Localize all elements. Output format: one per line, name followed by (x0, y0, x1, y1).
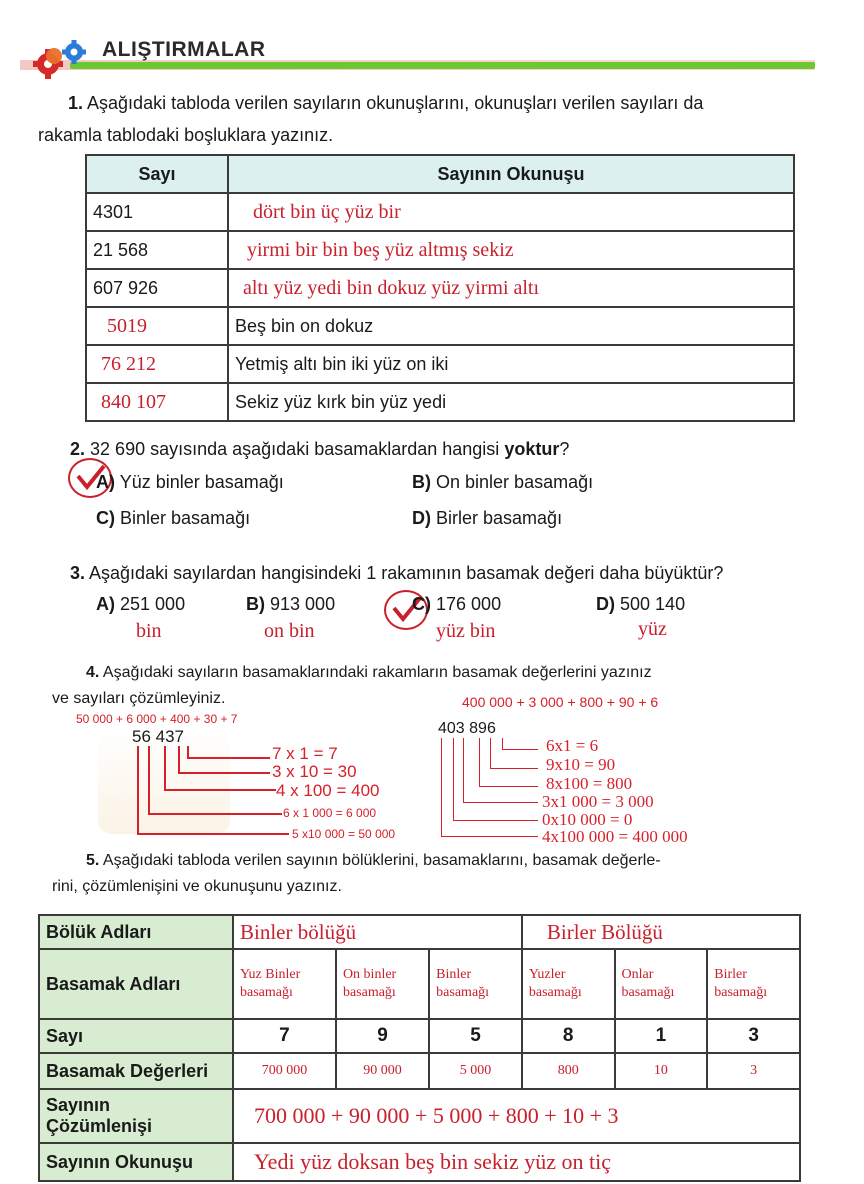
cell-value[interactable]: 800 (522, 1053, 615, 1089)
cell-reading[interactable] (228, 193, 794, 231)
left-expansion: 50 000 + 6 000 + 400 + 30 + 7 (76, 712, 238, 726)
handwritten-answer: 840 107 (101, 390, 166, 413)
option-letter: D) (412, 508, 431, 528)
q2-text: 32 690 sayısında aşağıdaki basamaklardan hangisi (90, 439, 500, 459)
header-green-bar (70, 62, 815, 69)
table-row (86, 231, 794, 269)
cell-place[interactable] (707, 949, 800, 1019)
q3-option-a[interactable] (96, 594, 185, 615)
q3-prompt (70, 558, 723, 588)
q5-text-1: Aşağıdaki tabloda verilen sayının bölüklerini, basamaklarını, basamak değerle- (102, 852, 661, 869)
q5-table (38, 914, 801, 1182)
option-letter: A) (96, 472, 115, 492)
q4-prompt-line1 (86, 664, 652, 682)
q2-prompt (70, 434, 569, 464)
option-text: Yüz binler basamağı (119, 472, 284, 492)
option-text: Binler basamağı (120, 508, 251, 528)
cell-place[interactable] (522, 949, 615, 1019)
cell-digit: 7 (233, 1019, 336, 1053)
option-letter: A) (96, 594, 115, 614)
q3-option-c[interactable] (412, 594, 501, 615)
cell-place[interactable] (336, 949, 429, 1019)
group-name: Binler bölüğü (240, 919, 357, 944)
cell-reading: Yetmiş altı bin iki yüz on iki (228, 345, 794, 383)
right-value-5: 0x10 000 = 0 (542, 810, 633, 829)
cell-reading: Sekiz yüz kırk bin yüz yedi (228, 383, 794, 421)
cell-number[interactable] (86, 383, 228, 421)
cell-reading[interactable] (228, 269, 794, 307)
cell-expansion[interactable]: 700 000 + 90 000 + 5 000 + 800 + 10 + 3 (233, 1089, 800, 1143)
q4-number: 4. (86, 664, 100, 681)
q2-bold-word: yoktur (504, 439, 560, 459)
table-row (86, 193, 794, 231)
q3-option-b[interactable] (246, 594, 335, 615)
q2-option-d[interactable] (412, 508, 562, 529)
table-row (86, 307, 794, 345)
option-text: Birler basamağı (436, 508, 563, 528)
row-label-okunus: Sayının Okunuşu (39, 1143, 233, 1181)
handwritten-answer: dört bin üç yüz bir (253, 200, 401, 223)
q2-option-c[interactable] (96, 508, 250, 529)
cell-number: 607 926 (86, 269, 228, 307)
place-name: Birler (714, 967, 747, 982)
cell-value[interactable]: 10 (615, 1053, 708, 1089)
option-text: On binler basamağı (436, 472, 594, 492)
cell-place[interactable] (615, 949, 708, 1019)
right-value-4: 3x1 000 = 3 000 (542, 792, 654, 811)
left-value-2: 3 x 10 = 30 (272, 762, 357, 781)
row-label-basamak: Basamak Adları (39, 949, 233, 1019)
cell-reading[interactable] (228, 231, 794, 269)
right-value-3: 8x100 = 800 (546, 774, 633, 793)
option-letter: B) (246, 594, 265, 614)
right-number: 403 896 (438, 720, 496, 737)
handwritten-answer: 76 212 (101, 352, 156, 375)
row-label-cozumlenis (39, 1089, 233, 1143)
option-letter: C) (412, 594, 431, 614)
q2-option-b[interactable] (412, 472, 593, 493)
place-suffix: basamağı (436, 985, 490, 1000)
q5-prompt-line2: rini, çözümlenişini ve okunuşunu yazınız. (52, 878, 342, 895)
row-label-degerler: Basamak Değerleri (39, 1053, 233, 1089)
section-title: ALIŞTIRMALAR (102, 38, 266, 61)
cell-digit: 5 (429, 1019, 522, 1053)
q3-note-d: yüz (638, 618, 667, 640)
left-value-1: 7 x 1 = 7 (272, 744, 338, 763)
cell-digit: 1 (615, 1019, 708, 1053)
place-suffix: basamağı (528, 985, 582, 1000)
cell-reading: Beş bin on dokuz (228, 307, 794, 345)
place-name: Binler (436, 967, 472, 982)
cell-number: 21 568 (86, 231, 228, 269)
right-value-2: 9x10 = 90 (546, 755, 616, 774)
option-text: 251 000 (120, 594, 186, 614)
q1-number: 1. (68, 93, 84, 113)
cell-number[interactable] (86, 345, 228, 383)
place-suffix: basamağı (240, 985, 293, 1000)
q4-text-1: Aşağıdaki sayıların basamaklarındaki rakamların basamak değerlerini yazınız (102, 664, 652, 681)
right-value-6: 4x100 000 = 400 000 (542, 827, 688, 846)
option-text: 500 140 (620, 594, 686, 614)
q1-text-1: Aşağıdaki tabloda verilen sayıların okunuşlarını, okunuşları verilen sayıları da (87, 93, 704, 113)
q1-prompt-line2: rakamla tablodaki boşluklara yazınız. (38, 125, 334, 145)
cell-number[interactable] (86, 307, 228, 345)
table-row (86, 383, 794, 421)
q4-prompt-line2: ve sayıları çözümleyiniz. (52, 690, 226, 707)
option-text: 176 000 (436, 594, 502, 614)
q3-number: 3. (70, 563, 86, 583)
cell-group-binler[interactable] (233, 915, 522, 949)
col-header-sayi: Sayı (86, 155, 228, 193)
option-letter: B) (412, 472, 431, 492)
place-suffix: basamağı (621, 985, 675, 1000)
label-line: Çözümlenişi (46, 1116, 153, 1136)
left-value-3: 4 x 100 = 400 (276, 781, 380, 800)
place-suffix: basamağı (342, 985, 396, 1000)
place-name: Yuzler (528, 967, 566, 982)
q5-number: 5. (86, 852, 100, 869)
option-letter: C) (96, 508, 115, 528)
handwritten-answer: altı yüz yedi bin dokuz yüz yirmi altı (243, 276, 540, 299)
cell-digit: 8 (522, 1019, 615, 1053)
option-letter: D) (596, 594, 615, 614)
q2-option-a[interactable] (96, 472, 284, 493)
table-row (86, 345, 794, 383)
q1-table (85, 154, 795, 422)
group-name: Birler Bölüğü (546, 919, 663, 944)
q3-text: Aşağıdaki sayılardan hangisindeki 1 rakamının basamak değeri daha büyüktür? (89, 563, 724, 583)
handwritten-answer: yirmi bir bin beş yüz altmış sekiz (247, 238, 514, 261)
place-suffix: basamağı (714, 985, 768, 1000)
left-number: 56 437 (132, 727, 184, 746)
cell-digit: 9 (336, 1019, 429, 1053)
q3-note-b: on bin (264, 620, 315, 642)
place-name: Yuz Binler (240, 967, 301, 982)
col-header-okunusu: Sayının Okunuşu (228, 155, 794, 193)
cell-value[interactable]: 700 000 (233, 1053, 336, 1089)
table-row (86, 269, 794, 307)
right-expansion: 400 000 + 3 000 + 800 + 90 + 6 (462, 694, 659, 710)
cell-number: 4301 (86, 193, 228, 231)
right-value-1: 6x1 = 6 (546, 736, 599, 755)
q3-note-a: bin (136, 620, 162, 642)
cell-value[interactable]: 5 000 (429, 1053, 522, 1089)
cell-reading[interactable]: Yedi yüz doksan beş bin sekiz yüz on tiç (233, 1143, 800, 1181)
left-value-5: 5 x10 000 = 50 000 (292, 827, 396, 841)
q2-number: 2. (70, 439, 86, 459)
label-line: Sayının (46, 1095, 111, 1115)
row-label-boluk: Bölük Adları (39, 915, 233, 949)
cell-place[interactable] (233, 949, 336, 1019)
left-value-4: 6 x 1 000 = 6 000 (283, 806, 377, 820)
q3-option-d[interactable] (596, 594, 685, 615)
handwritten-answer: 5019 (107, 314, 147, 337)
cell-place[interactable] (429, 949, 522, 1019)
q5-prompt-line1 (86, 852, 661, 870)
cell-digit: 3 (707, 1019, 800, 1053)
q1-prompt-line1 (68, 88, 703, 118)
place-name: On binler (342, 967, 397, 982)
option-text: 913 000 (270, 594, 336, 614)
cell-value[interactable]: 3 (707, 1053, 800, 1089)
q2-qmark: ? (559, 439, 570, 459)
gears-logo-icon (32, 40, 102, 80)
row-label-sayi: Sayı (39, 1019, 233, 1053)
cell-value[interactable]: 90 000 (336, 1053, 429, 1089)
place-name: Onlar (621, 967, 654, 982)
cell-group-birler[interactable] (522, 915, 800, 949)
q3-note-c: yüz bin (436, 620, 496, 642)
